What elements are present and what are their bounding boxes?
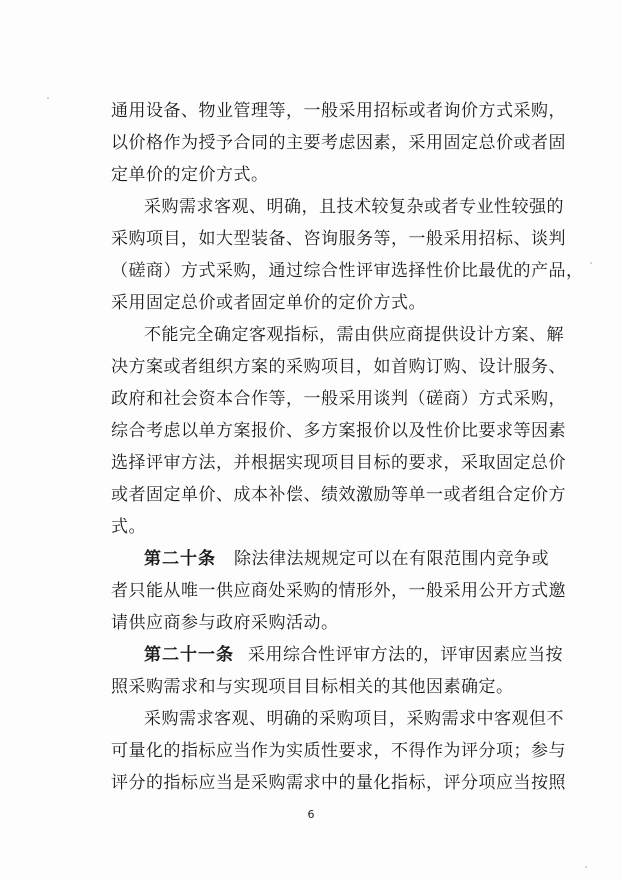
body-line: 综合考虑以单方案报价、多方案报价以及性价比要求等因素 (111, 421, 566, 441)
scan-speck (590, 262, 592, 264)
scan-speck (47, 97, 49, 99)
scan-speck (585, 866, 587, 868)
body-line: 可量化的指标应当作为实质性要求，不得作为评分项；参与 (111, 741, 566, 761)
body-line: 采购需求客观、明确的采购项目，采购需求中客观但不 (144, 709, 564, 729)
body-line: 式。 (111, 517, 146, 537)
body-line: 采购项目，如大型装备、咨询服务等，一般采用招标、谈判 (111, 229, 566, 249)
article-21-line (144, 645, 564, 665)
body-line: （磋商）方式采购，通过综合性评审选择性价比最优的产品， (111, 261, 584, 281)
body-line: 采购需求客观、明确，且技术较复杂或者专业性较强的 (144, 197, 564, 217)
article-20-heading: 第二十条 (144, 549, 216, 569)
body-line: 者只能从唯一供应商处采购的情形外，一般采用公开方式邀 (111, 581, 566, 601)
body-line: 评分的指标应当是采购需求中的量化指标，评分项应当按照 (111, 773, 566, 793)
page-number: 6 (307, 808, 315, 821)
article-21-heading: 第二十一条 (144, 645, 234, 665)
body-line: 采用综合性评审方法的，评审因素应当按 (248, 645, 563, 665)
body-line: 除法律法规规定可以在有限范围内竞争或 (234, 549, 549, 569)
body-line: 或者固定单价、成本补偿、绩效激励等单一或者组合定价方 (111, 485, 566, 505)
body-line: 决方案或者组织方案的采购项目，如首购订购、设计服务、 (111, 357, 566, 377)
body-line: 选择评审方法，并根据实现项目目标的要求，采取固定总价 (111, 453, 566, 473)
body-line: 以价格作为授予合同的主要考虑因素，采用固定总价或者固 (111, 133, 566, 153)
body-line: 不能完全确定客观指标，需由供应商提供设计方案、解 (144, 325, 564, 345)
body-line: 请供应商参与政府采购活动。 (111, 613, 339, 633)
body-line: 通用设备、物业管理等，一般采用招标或者询价方式采购， (111, 101, 566, 121)
body-line: 采用固定总价或者固定单价的定价方式。 (111, 293, 426, 313)
body-line: 照采购需求和与实现项目目标相关的其他因素确定。 (111, 677, 514, 697)
body-line: 定单价的定价方式。 (111, 165, 269, 185)
body-line: 政府和社会资本合作等，一般采用谈判（磋商）方式采购， (111, 389, 566, 409)
article-20-line (144, 549, 564, 569)
